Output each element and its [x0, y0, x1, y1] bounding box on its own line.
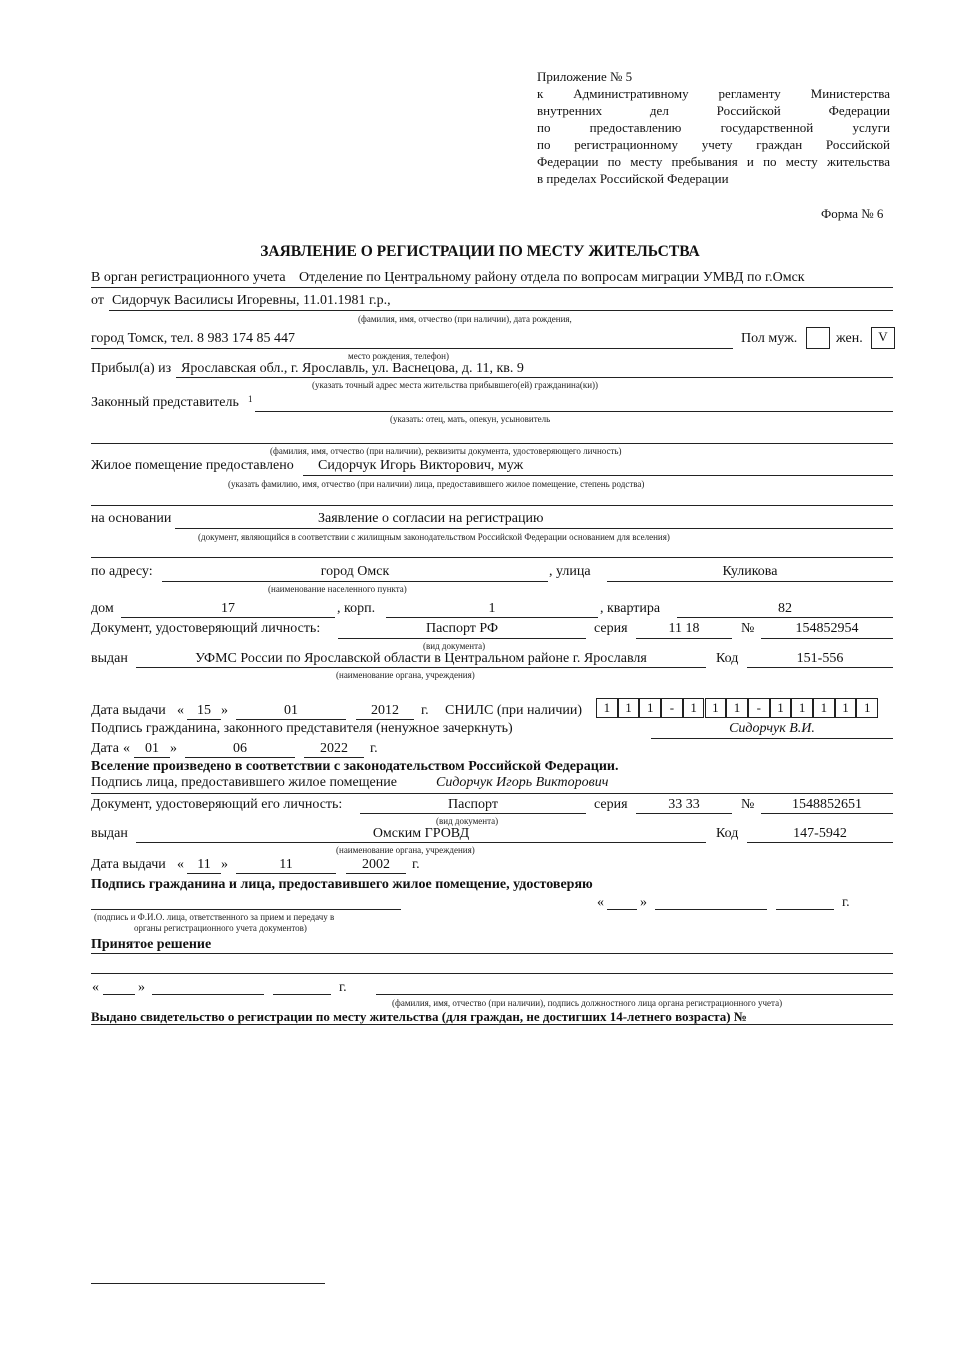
- id-code-label: Код: [716, 651, 739, 666]
- id-series-line: [636, 638, 732, 639]
- id-code[interactable]: 151-556: [796, 651, 844, 666]
- provider-series-line: [636, 813, 732, 814]
- certify-label: Подпись гражданина и лица, предоставившего жилое помещение, удостоверяю: [91, 877, 593, 892]
- id-date-day[interactable]: 15: [197, 703, 211, 718]
- address-house[interactable]: 17: [221, 601, 235, 616]
- certify-date-month-line[interactable]: [655, 909, 767, 910]
- appendix-line-5: по регистрационному учету граждан Российской: [537, 137, 890, 152]
- snils-cell[interactable]: 1: [813, 698, 835, 718]
- from-label: от: [91, 293, 104, 308]
- decision-line-2[interactable]: [91, 973, 893, 974]
- signature-date-day-line: [134, 757, 170, 758]
- representative-label: Законный представитель: [91, 395, 239, 410]
- decision-date-year-suffix: г.: [339, 980, 347, 995]
- signature-date-label: Дата: [91, 741, 119, 756]
- decision-date-year-line[interactable]: [273, 994, 331, 995]
- provider-issuer-line: [136, 842, 706, 843]
- provider-date-month[interactable]: 11: [279, 857, 293, 872]
- id-number-line: [761, 638, 893, 639]
- id-issuer-line: [136, 667, 706, 668]
- provider-date-label: Дата выдачи: [91, 857, 166, 872]
- provider-value[interactable]: Сидорчук Игорь Викторович: [436, 775, 609, 790]
- provider-code-label: Код: [716, 826, 739, 841]
- arrived-label: Прибыл(а) из: [91, 361, 172, 376]
- provider-date-year-line: [346, 873, 406, 874]
- address-apt-line: [677, 617, 893, 618]
- address-city[interactable]: город Омск: [320, 564, 390, 579]
- id-date-day-line: [187, 719, 221, 720]
- basis-caption: (документ, являющийся в соответствии с жилищным законодательством Российской Федерации основанием для вселения): [198, 532, 670, 542]
- id-code-line: [747, 667, 893, 668]
- id-date-month[interactable]: 01: [284, 703, 298, 718]
- arrived-line: [176, 377, 893, 378]
- decision-label: Принятое решение: [91, 937, 212, 952]
- id-series[interactable]: 11 18: [668, 621, 700, 636]
- snils-cell[interactable]: 1: [596, 698, 618, 718]
- id-doc-type[interactable]: Паспорт РФ: [425, 621, 499, 636]
- provider-issued-label: выдан: [91, 826, 128, 841]
- signature-date-year[interactable]: 2022: [320, 741, 348, 756]
- signature-date-year-suffix: г.: [370, 741, 378, 756]
- provider-date-year-suffix: г.: [412, 857, 420, 872]
- snils-cell[interactable]: 1: [770, 698, 792, 718]
- snils-cell[interactable]: 1: [705, 698, 727, 718]
- snils-cell[interactable]: 1: [618, 698, 640, 718]
- provider-number-line: [761, 813, 893, 814]
- certify-caption-2: органы регистрационного учета документов): [134, 923, 307, 933]
- sex-female-checkbox[interactable]: V: [871, 327, 895, 349]
- provider-doc-type-caption: (вид документа): [436, 816, 499, 826]
- housing-value[interactable]: Сидорчук Игорь Викторович, муж: [318, 458, 524, 473]
- housing-caption: (указать фамилию, имя, отчество (при наличии) лица, предоставившего жилое помещение, степень родства): [228, 479, 645, 489]
- from-line: [109, 310, 893, 311]
- provider-date-day[interactable]: 11: [197, 857, 211, 872]
- decision-sign-line[interactable]: [376, 994, 893, 995]
- certify-date-lq: «: [597, 895, 604, 910]
- basis-label: на основании: [91, 511, 172, 526]
- housing-line: [303, 475, 893, 476]
- representative-details-line[interactable]: [91, 443, 893, 444]
- arrived-value[interactable]: Ярославская обл., г. Ярославль, ул. Васнецова, д. 11, кв. 9: [181, 361, 524, 376]
- signature-date-year-line: [304, 757, 364, 758]
- id-date-lq: «: [177, 703, 184, 718]
- organ-label: В орган регистрационного учета: [91, 270, 286, 285]
- representative-caption: (указать: отец, мать, опекун, усыновитель: [390, 414, 551, 424]
- representative-footnote: 1: [248, 394, 253, 404]
- snils-cell[interactable]: 1: [683, 698, 705, 718]
- snils-cell[interactable]: -: [661, 698, 683, 718]
- address-house-line: [121, 617, 335, 618]
- provider-number[interactable]: 1548852651: [792, 797, 862, 812]
- id-date-month-line: [236, 719, 346, 720]
- signature-label: Подпись гражданина, законного представителя (ненужное зачеркнуть): [91, 721, 513, 736]
- provider-code[interactable]: 147-5942: [793, 826, 847, 841]
- signature-date-lq: «: [123, 741, 130, 756]
- appendix-line-7: в пределах Российской Федерации: [537, 171, 729, 186]
- id-date-year-line: [356, 719, 414, 720]
- provider-label: Подпись лица, предоставившего жилое помещение: [91, 775, 397, 790]
- provider-code-line: [747, 842, 893, 843]
- appendix-line-1: Приложение № 5: [537, 69, 633, 84]
- certify-sign-line[interactable]: [91, 909, 401, 910]
- decision-caption: (фамилия, имя, отчество (при наличии), подпись должностного лица органа регистрационного учета): [392, 998, 783, 1008]
- signature-date-day[interactable]: 01: [145, 741, 159, 756]
- house-label: дом: [91, 601, 114, 616]
- appendix-line-2: к Административному регламенту Министерства: [537, 86, 890, 101]
- provider-date-rq: »: [221, 857, 228, 872]
- address-city-line: [162, 581, 548, 582]
- id-doc-type-line: [338, 638, 586, 639]
- representative-line[interactable]: [255, 411, 893, 412]
- decision-line-1[interactable]: [91, 953, 893, 954]
- footnote-separator: [91, 1283, 325, 1284]
- address-apt[interactable]: 82: [778, 601, 792, 616]
- id-issuer-caption: (наименование органа, учреждения): [336, 670, 475, 680]
- address-city-caption: (наименование населенного пункта): [268, 584, 407, 594]
- organ-line: [91, 287, 893, 288]
- id-date-year[interactable]: 2012: [371, 703, 399, 718]
- housing-label: Жилое помещение предоставлено: [91, 458, 294, 473]
- apt-label: , квартира: [600, 601, 661, 616]
- certify-date-year-suffix: г.: [842, 895, 850, 910]
- id-doc-type-caption: (вид документа): [423, 641, 486, 651]
- id-date-label: Дата выдачи: [91, 703, 166, 718]
- sex-female-label: жен.: [836, 331, 863, 346]
- signature-value[interactable]: Сидорчук В.И.: [729, 721, 815, 736]
- address-label: по адресу:: [91, 564, 153, 579]
- representative-details-caption: (фамилия, имя, отчество (при наличии), реквизиты документа, удостоверяющего личность): [270, 446, 622, 456]
- certificate-line[interactable]: [91, 1024, 893, 1025]
- certificate-statement: Выдано свидетельство о регистрации по месту жительства (для граждан, не достигших 14-летнего возраста) №: [91, 1009, 747, 1024]
- provider-date-lq: «: [177, 857, 184, 872]
- signature-date-month[interactable]: 06: [233, 741, 247, 756]
- sex-male-checkbox[interactable]: [806, 327, 830, 349]
- decision-date-day-line[interactable]: [103, 994, 135, 995]
- provider-issuer[interactable]: Омским ГРОВД: [372, 826, 470, 841]
- certify-date-day-line[interactable]: [607, 909, 637, 910]
- snils-cell[interactable]: 1: [835, 698, 857, 718]
- certify-date-rq: »: [640, 895, 647, 910]
- signature-date-rq: »: [170, 741, 177, 756]
- provider-series[interactable]: 33 33: [668, 797, 700, 812]
- id-date-year-suffix: г.: [421, 703, 429, 718]
- birthplace-value[interactable]: город Томск, тел. 8 983 174 85 447: [91, 331, 296, 346]
- birthplace-caption: место рождения, телефон): [348, 351, 449, 361]
- provider-doc-type-line: [360, 813, 586, 814]
- form-title: ЗАЯВЛЕНИЕ О РЕГИСТРАЦИИ ПО МЕСТУ ЖИТЕЛЬСТВА: [260, 243, 700, 260]
- decision-date-lq: «: [92, 980, 99, 995]
- korp-label: , корп.: [337, 601, 376, 616]
- snils-cell[interactable]: 1: [856, 698, 878, 718]
- appendix-line-6: Федерации по месту пребывания и по месту жительства: [537, 154, 890, 169]
- id-series-label: серия: [594, 621, 628, 636]
- provider-date-year[interactable]: 2002: [362, 857, 390, 872]
- sex-label: Пол муж.: [741, 331, 798, 346]
- organ-value[interactable]: Отделение по Центральному району отдела по вопросам миграции УМВД по г.Омск: [299, 270, 805, 285]
- appendix-line-4: по предоставлению государственной услуги: [537, 120, 890, 135]
- basis-line: [175, 528, 893, 529]
- snils-cell[interactable]: 1: [726, 698, 748, 718]
- provider-date-day-line: [187, 873, 221, 874]
- form-number: Форма № 6: [821, 206, 884, 221]
- signature-line: [651, 738, 893, 739]
- address-korp[interactable]: 1: [488, 601, 496, 616]
- address-korp-line: [386, 617, 598, 618]
- settled-statement: Вселение произведено в соответствии с законодательством Российской Федерации.: [91, 759, 619, 774]
- from-value[interactable]: Сидорчук Василисы Игоревны, 11.01.1981 г.р.,: [112, 293, 391, 308]
- id-number[interactable]: 154852954: [795, 621, 859, 636]
- provider-number-label: №: [741, 797, 755, 812]
- from-caption: (фамилия, имя, отчество (при наличии), дата рождения,: [358, 314, 572, 324]
- snils-cell[interactable]: 1: [791, 698, 813, 718]
- certify-caption-1: (подпись и Ф.И.О. лица, ответственного за прием и передачу в: [94, 912, 335, 922]
- snils-cell[interactable]: -: [748, 698, 770, 718]
- provider-doc-label: Документ, удостоверяющий его личность:: [91, 797, 343, 812]
- provider-date-month-line: [236, 873, 336, 874]
- decision-date-month-line[interactable]: [152, 994, 264, 995]
- snils-label: СНИЛС (при наличии): [445, 703, 583, 718]
- id-issued-label: выдан: [91, 651, 128, 666]
- provider-series-label: серия: [594, 797, 628, 812]
- provider-line: [91, 793, 893, 794]
- certify-date-year-line[interactable]: [776, 909, 834, 910]
- basis-extra-line: [91, 557, 893, 558]
- decision-date-rq: »: [138, 980, 145, 995]
- signature-date-month-line: [185, 757, 295, 758]
- street-label: , улица: [549, 564, 591, 579]
- id-doc-label: Документ, удостоверяющий личность:: [91, 621, 321, 636]
- snils-cell[interactable]: 1: [639, 698, 661, 718]
- id-number-label: №: [741, 621, 755, 636]
- arrived-caption: (указать точный адрес места жительства прибывшего(ей) гражданина(ки)): [312, 380, 599, 390]
- birthplace-line: [91, 348, 733, 349]
- appendix-line-3: внутренних дел Российской Федерации: [537, 103, 890, 118]
- provider-doc-type[interactable]: Паспорт: [448, 797, 498, 812]
- housing-extra-line: [91, 505, 893, 506]
- id-issuer[interactable]: УФМС России по Ярославской области в Центральном районе г. Ярославля: [195, 651, 647, 666]
- address-street[interactable]: Куликова: [722, 564, 778, 579]
- provider-issuer-caption: (наименование органа, учреждения): [336, 845, 475, 855]
- address-street-line: [607, 581, 893, 582]
- id-date-rq: »: [221, 703, 228, 718]
- basis-value[interactable]: Заявление о согласии на регистрацию: [318, 511, 544, 526]
